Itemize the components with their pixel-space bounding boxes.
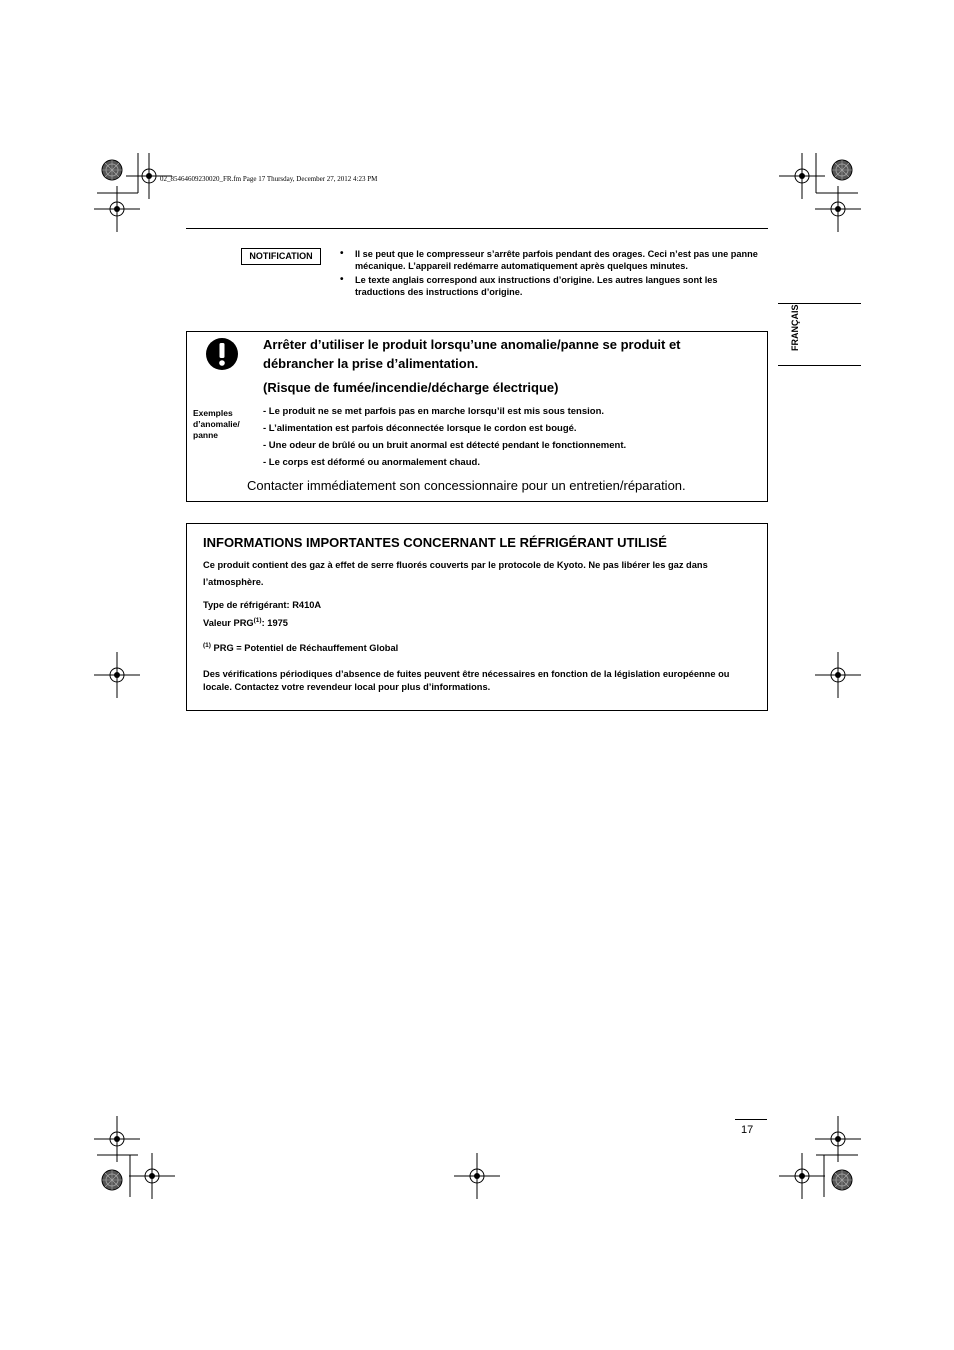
exclamation-circle-icon bbox=[206, 338, 238, 370]
gwp-footnote bbox=[203, 643, 398, 653]
file-header: 02_85464609230020_FR.fm Page 17 Thursday, December 27, 2012 4:23 PM bbox=[160, 175, 378, 183]
language-tab-label: FRANÇAIS bbox=[790, 304, 800, 351]
notification-badge: NOTIFICATION bbox=[241, 248, 321, 265]
page-number-rule bbox=[735, 1119, 767, 1120]
notification-list bbox=[340, 248, 762, 299]
example-item: - Le corps est déformé ou anormalement chaud. bbox=[263, 457, 480, 468]
example-item: - Le produit ne se met parfois pas en marche lorsqu’il est mis sous tension. bbox=[263, 406, 605, 417]
gwp-label: Valeur PRG bbox=[203, 618, 254, 628]
contact-instruction: Contacter immédiatement son concessionnaire pour un entretien/réparation. bbox=[247, 478, 686, 493]
example-item: - Une odeur de brûlé ou un bruit anormal est détecté pendant le fonctionnement. bbox=[263, 440, 627, 451]
refrigerant-type: Type de réfrigérant: R410A bbox=[203, 600, 322, 610]
page-number: 17 bbox=[741, 1124, 754, 1136]
gwp-value: : 1975 bbox=[261, 618, 288, 628]
gwp-footnote-ref: (1) bbox=[253, 617, 262, 624]
warning-subtitle: (Risque de fumée/incendie/décharge électrique) bbox=[263, 380, 559, 395]
header-rule bbox=[186, 228, 768, 229]
footnote-marker: (1) bbox=[203, 642, 211, 649]
notification-item: • Il se peut que le compresseur s’arrête parfois pendant des orages. Ceci n’est pas une panne mécanique. L’appareil redémarre automatiquement après quelques minutes. bbox=[340, 248, 762, 273]
leak-check-note: Des vérifications périodiques d’absence de fuites peuvent être nécessaires en fonction de la législation européenne ou locale. Contactez votre revendeur local pour plus d’informations. bbox=[203, 669, 730, 692]
examples-label: Exemples d’anomalie/ panne bbox=[193, 408, 240, 440]
refrigerant-title: INFORMATIONS IMPORTANTES CONCERNANT LE RÉFRIGÉRANT UTILISÉ bbox=[203, 535, 667, 550]
example-item: - L’alimentation est parfois déconnectée lorsque le cordon est bougé. bbox=[263, 423, 577, 434]
warning-title: Arrêter d’utiliser le produit lorsqu’une anomalie/panne se produit et débrancher la prise d’alimentation. bbox=[263, 337, 681, 371]
refrigerant-intro: Ce produit contient des gaz à effet de serre fluorés couverts par le protocole de Kyoto. Ne pas libérer les gaz dans l’atmosphère. bbox=[203, 560, 708, 587]
notification-item: • Le texte anglais correspond aux instructions d’origine. Les autres langues sont les traductions des instructions d’origine. bbox=[340, 274, 762, 299]
language-tab-bottom-rule bbox=[778, 365, 861, 366]
footnote-text: PRG = Potentiel de Réchauffement Global bbox=[210, 643, 399, 653]
examples-list bbox=[263, 405, 626, 473]
gwp-value-line bbox=[203, 618, 288, 628]
